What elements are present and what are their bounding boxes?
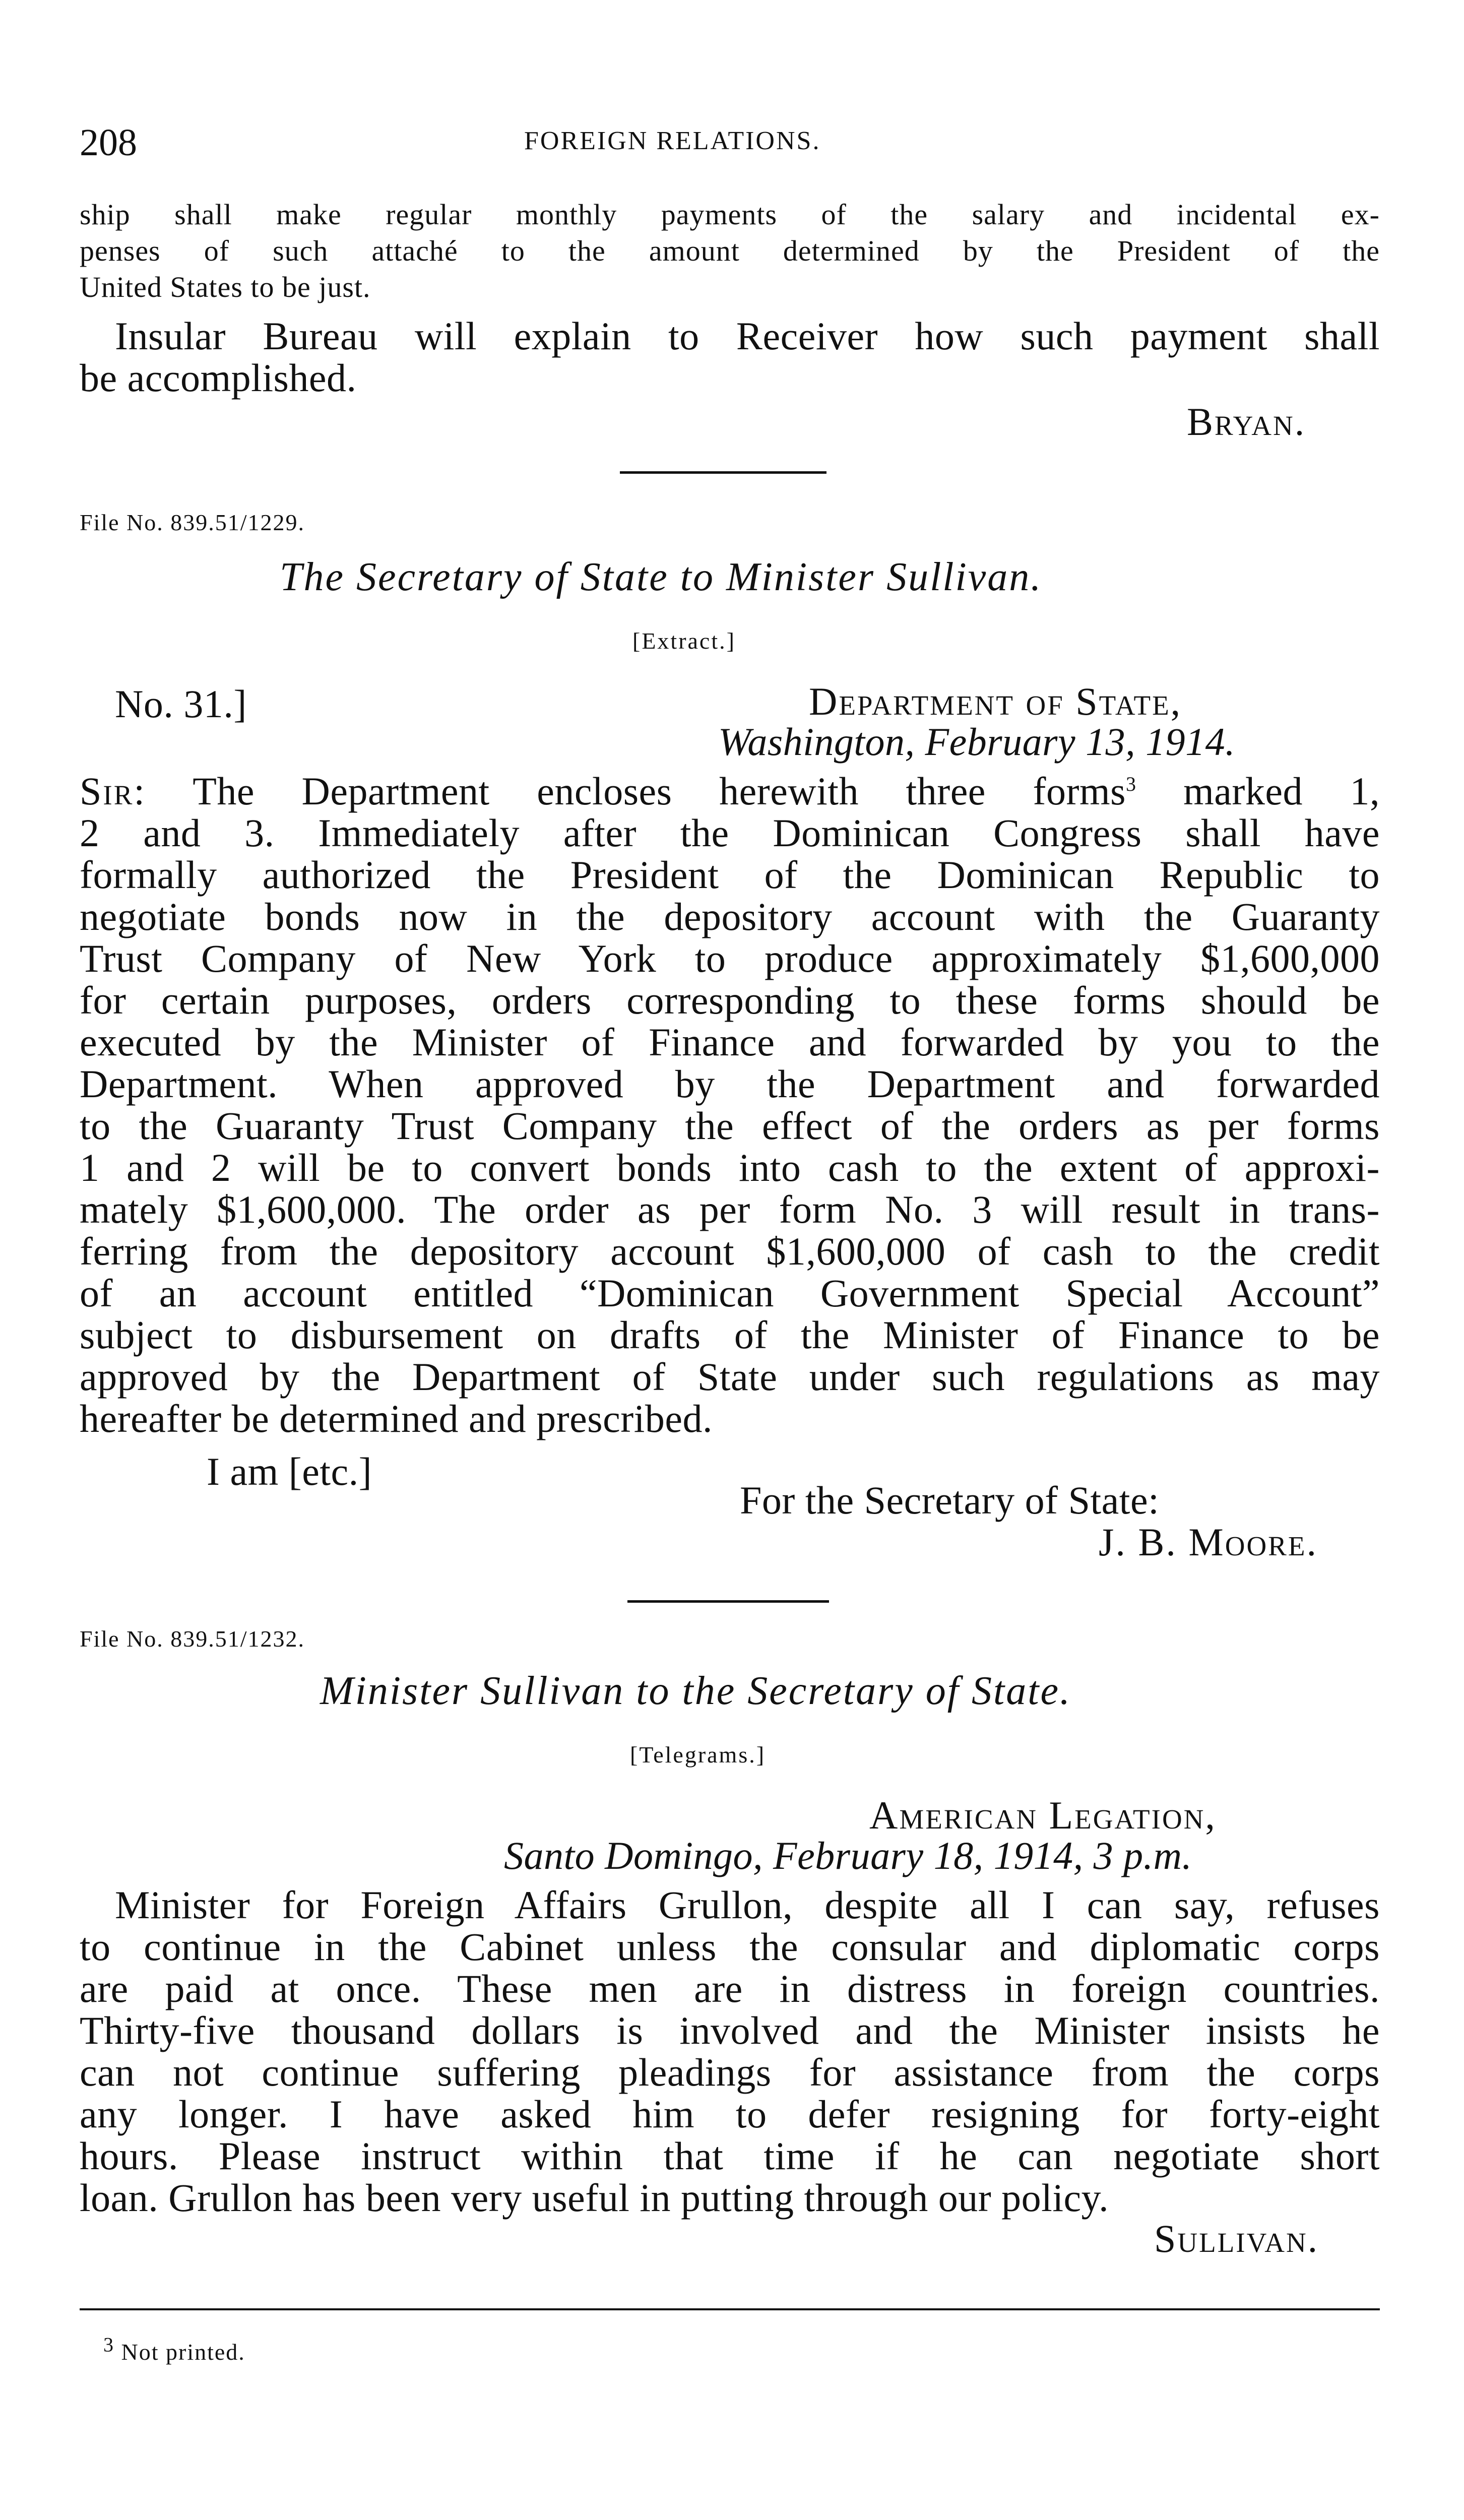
- letter-line: Trust Company of New York to produce approximately $1,600,000: [80, 936, 1380, 980]
- letter-line: [80, 770, 1380, 812]
- footnote-rule: [80, 2308, 1380, 2310]
- footnote-marker: 3: [103, 2333, 114, 2356]
- file-number: File No. 839.51/1232.: [80, 1626, 305, 1652]
- continuation-line: ship shall make regular monthly payments of the salary and incidental ex-: [80, 198, 1380, 231]
- section-divider: [620, 471, 826, 474]
- letter-line: hereafter be determined and prescribed.: [80, 1397, 713, 1440]
- document-title: Minister Sullivan to the Secretary of State.: [320, 1669, 1071, 1713]
- telegram-line: are paid at once. These men are in distress in foreign countries.: [80, 1967, 1380, 2010]
- signature-moore: J. B. Moore.: [1099, 1520, 1318, 1564]
- letter-first-line-tail: marked 1,: [1183, 769, 1380, 813]
- telegrams-note: [Telegrams.]: [630, 1742, 766, 1768]
- letter-line: approved by the Department of State under such regulations as may: [80, 1355, 1380, 1399]
- continuation-line: United States to be just.: [80, 271, 371, 303]
- letter-line: ferring from the depository account $1,600,000 of cash to the credit: [80, 1229, 1380, 1273]
- insular-line: be accomplished.: [80, 356, 357, 400]
- letter-line: 1 and 2 will be to convert bonds into cash to the extent of approxi-: [80, 1146, 1380, 1189]
- letter-first-line: The Department encloses herewith three forms: [193, 769, 1126, 813]
- place-date: Washington, February 13, 1914.: [718, 720, 1236, 764]
- place-date: Santo Domingo, February 18, 1914, 3 p.m.: [504, 1834, 1192, 1877]
- letter-line: negotiate bonds now in the depository account with the Guaranty: [80, 895, 1380, 938]
- for-secretary: For the Secretary of State:: [740, 1478, 1160, 1522]
- footnote: [103, 2333, 245, 2365]
- closing: I am [etc.]: [207, 1450, 372, 1493]
- letter-line: subject to disbursement on drafts of the Minister of Finance to be: [80, 1313, 1380, 1357]
- letter-body: [80, 770, 1380, 1439]
- letter-line: for certain purposes, orders corresponding to these forms should be: [80, 978, 1380, 1022]
- document-title: The Secretary of State to Minister Sullivan.: [280, 555, 1043, 599]
- telegram-line: Minister for Foreign Affairs Grullon, despite all I can say, refuses: [115, 1883, 1380, 1927]
- section-divider: [627, 1600, 829, 1603]
- letter-line: to the Guaranty Trust Company the effect of the orders as per forms: [80, 1104, 1380, 1148]
- extract-note: [Extract.]: [632, 628, 736, 654]
- letter-line: Department. When approved by the Department and forwarded: [80, 1062, 1380, 1106]
- letter-line: mately $1,600,000. The order as per form No. 3 will result in trans-: [80, 1187, 1380, 1231]
- insular-line: Insular Bureau will explain to Receiver how such payment shall: [115, 314, 1380, 358]
- continuation-line: penses of such attaché to the amount determined by the President of the: [80, 234, 1380, 267]
- telegram-body: [80, 1884, 1380, 2219]
- letter-line: executed by the Minister of Finance and forwarded by you to the: [80, 1020, 1380, 1064]
- continuation-paragraph: [80, 197, 1380, 305]
- telegram-line: to continue in the Cabinet unless the consular and diplomatic corps: [80, 1925, 1380, 1969]
- telegram-line: loan. Grullon has been very useful in putting through our policy.: [80, 2176, 1109, 2220]
- telegram-line: hours. Please instruct within that time if he can negotiate short: [80, 2134, 1380, 2178]
- insular-paragraph: [80, 315, 1380, 399]
- telegram-line: can not continue suffering pleadings for assistance from the corps: [80, 2050, 1380, 2094]
- department-heading: Department of State,: [809, 679, 1182, 723]
- salutation: Sir:: [80, 769, 147, 813]
- footnote-reference: 3: [1125, 773, 1136, 795]
- signature-sullivan: Sullivan.: [1154, 2217, 1319, 2260]
- legation-heading: American Legation,: [869, 1793, 1217, 1837]
- letter-line: 2 and 3. Immediately after the Dominican Congress shall have: [80, 811, 1380, 855]
- telegram-line: Thirty-five thousand dollars is involved and the Minister insists he: [80, 2008, 1380, 2052]
- signature-bryan: Bryan.: [1187, 400, 1306, 444]
- footnote-text: Not printed.: [121, 2339, 245, 2365]
- letter-line: of an account entitled “Dominican Government Special Account”: [80, 1271, 1380, 1315]
- telegram-line: any longer. I have asked him to defer resigning for forty-eight: [80, 2092, 1380, 2136]
- file-number: File No. 839.51/1229.: [80, 510, 305, 535]
- letter-line: formally authorized the President of the Dominican Republic to: [80, 853, 1380, 897]
- running-head: FOREIGN RELATIONS.: [524, 127, 821, 155]
- dispatch-number: No. 31.]: [115, 682, 247, 726]
- page-number: 208: [80, 121, 137, 164]
